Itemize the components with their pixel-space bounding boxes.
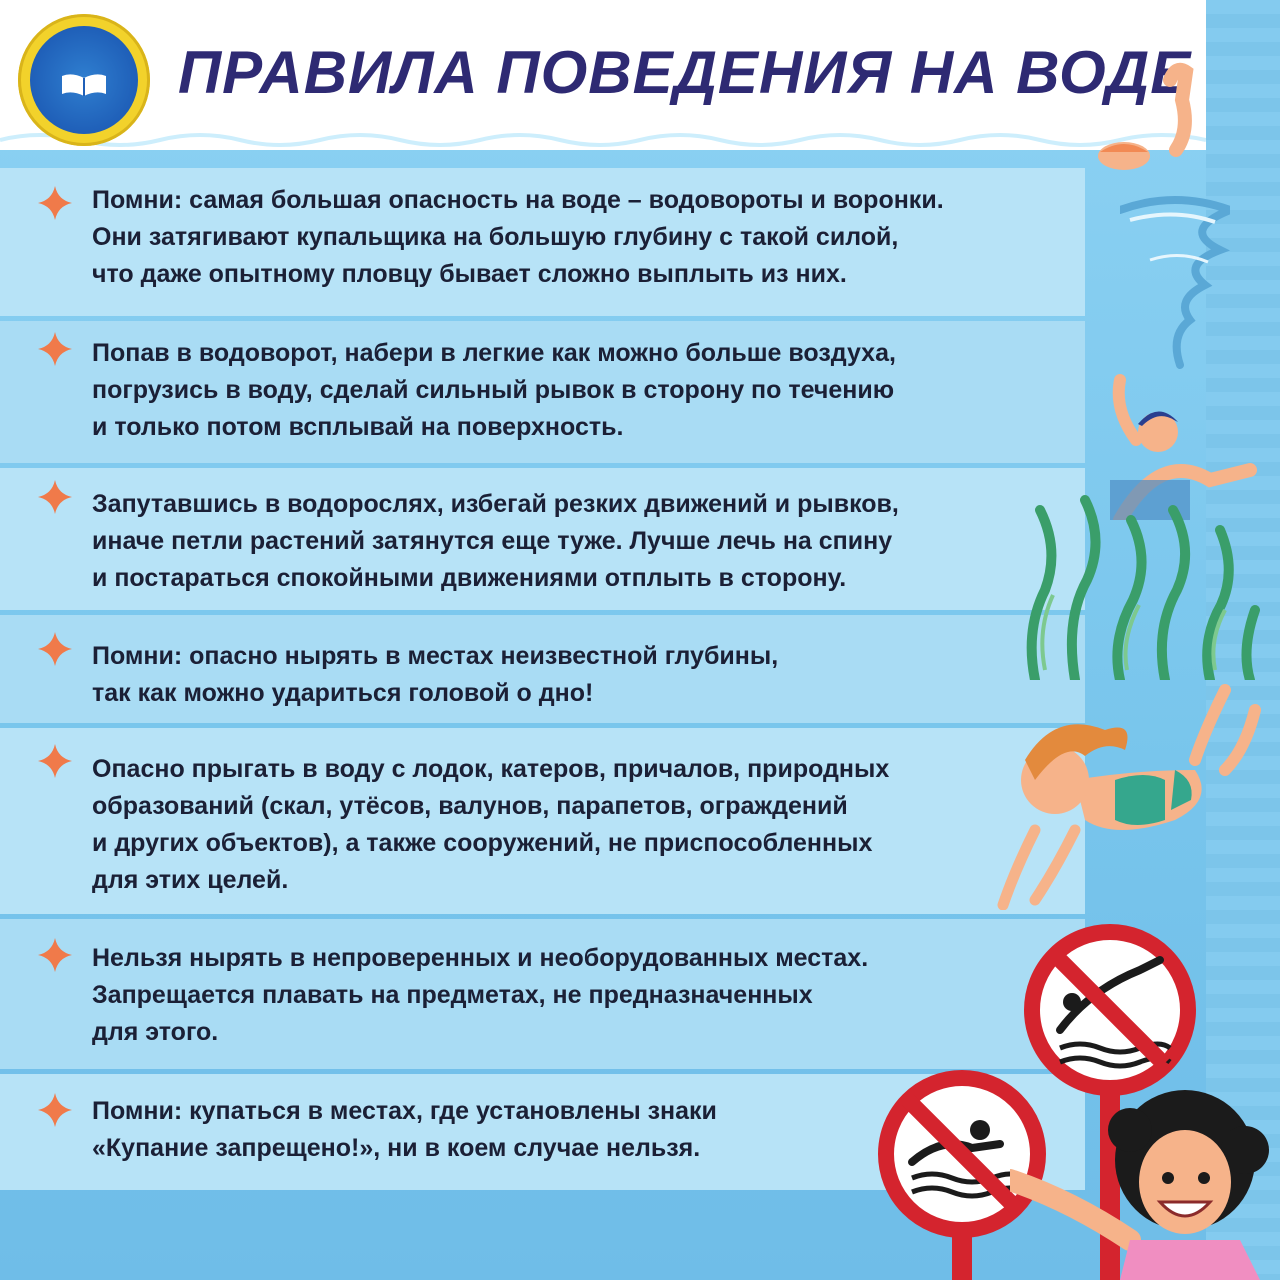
curly-girl-illustration xyxy=(1010,1090,1270,1280)
rule-text-1: Помни: самая большая опасность на воде – водовороты и воронки. Они затягивают купальщика на большую глубину с такой силой, что даже опытному пловцу бывает сложно выплыть из них. xyxy=(92,186,944,288)
book-icon xyxy=(60,72,108,96)
ministry-logo xyxy=(18,14,150,146)
star-bullet-icon xyxy=(38,938,72,972)
rule-text-5: Опасно прыгать в воду с лодок, катеров, причалов, природных образований (скал, утёсов, валунов, парапетов, ограждений и других объектов), а также сооружений, не приспособленных для этих целей. xyxy=(92,755,890,894)
diving-girl-illustration xyxy=(995,670,1265,910)
star-bullet-icon xyxy=(38,744,72,778)
star-bullet-icon xyxy=(38,1093,72,1127)
star-bullet-icon xyxy=(38,332,72,366)
page-title: ПРАВИЛА ПОВЕДЕНИЯ НА ВОДЕ xyxy=(178,39,1192,106)
rule-text-6: Нельзя нырять в непроверенных и необорудованных местах. Запрещается плавать на предметах, не предназначенных для этого. xyxy=(92,944,869,1046)
logo-emblem xyxy=(30,26,138,134)
rule-text-2: Попав в водоворот, набери в легкие как можно больше воздуха, погрузись в воду, сделай сильный рывок в сторону по течению и только потом всплывай на поверхность. xyxy=(92,339,896,441)
rule-text-4: Помни: опасно нырять в местах неизвестной глубины, так как можно удариться головой о дно! xyxy=(92,642,779,707)
whirlpool-illustration xyxy=(1120,190,1230,370)
rule-text-7: Помни: купаться в местах, где установлены знаки «Купание запрещено!», ни в коем случае нельзя. xyxy=(92,1097,717,1162)
seaweed-illustration xyxy=(1015,490,1265,680)
rule-text-3: Запутавшись в водорослях, избегай резких движений и рывков, иначе петли растений затянутся еще туже. Лучше лечь на спину и постараться спокойными движениями отплыть в сторону. xyxy=(92,490,899,592)
star-bullet-icon xyxy=(38,480,72,514)
star-bullet-icon xyxy=(38,186,72,220)
drowning-person-illustration xyxy=(1090,60,1220,180)
star-bullet-icon xyxy=(38,632,72,666)
